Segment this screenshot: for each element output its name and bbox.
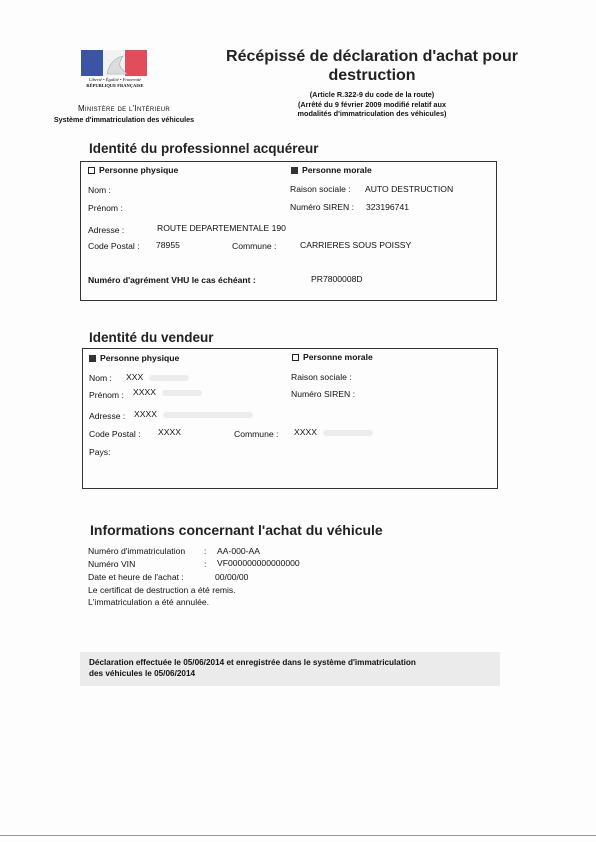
achat-certificat-line: Le certificat de destruction a été remis.	[88, 585, 236, 595]
vendeur-nom-value	[126, 372, 189, 382]
acquereur-agrement-label: Numéro d'agrément VHU le cas échéant :	[88, 275, 256, 285]
acquereur-physique	[88, 165, 178, 175]
vendeur-physique-label: Personne physique	[100, 353, 180, 363]
logo-republic: RÉPUBLIQUE FRANÇAISE	[86, 83, 144, 88]
vendeur-prenom-label: Prénom :	[89, 390, 124, 400]
vendeur-commune-label: Commune :	[234, 429, 279, 439]
subtitle-line-3: modalités d'immatriculation des véhicules)	[297, 109, 447, 118]
vendeur-nom-label: Nom :	[89, 373, 112, 383]
redaction-blur	[323, 430, 373, 436]
republic-logo-text	[74, 77, 156, 89]
title-line-1: Récépissé de déclaration d'achat pour	[226, 48, 518, 65]
achat-vin-label: Numéro VIN	[88, 559, 136, 569]
logo-motto: Liberté • Égalité • Fraternité	[88, 77, 142, 82]
declaration-line-2: des véhicules le 05/06/2014	[89, 669, 196, 678]
vendeur-adresse-label: Adresse :	[89, 411, 126, 421]
declaration-line-1: Déclaration effectuée le 05/06/2014 et enregistrée dans le système d'immatriculation	[89, 658, 416, 667]
title-line-2: destruction	[328, 67, 416, 84]
marianne-logo-icon	[81, 50, 147, 76]
checkbox-empty-icon	[292, 354, 299, 361]
achat-heading: Informations concernant l'achat du véhicule	[90, 522, 383, 538]
vendeur-pays-label: Pays:	[89, 447, 111, 457]
achat-vin-value: VF000000000000000	[217, 558, 300, 568]
vendeur-adresse-value	[134, 409, 253, 419]
acquereur-commune-label: Commune :	[232, 241, 277, 251]
achat-immat-line: L'immatriculation a été annulée.	[88, 597, 210, 607]
vendeur-morale-label: Personne morale	[303, 352, 373, 362]
declaration-banner	[80, 652, 500, 686]
vendeur-raison-label: Raison sociale :	[291, 372, 352, 382]
vendeur-prenom-value	[133, 387, 202, 397]
acquereur-cp-label: Code Postal :	[88, 241, 140, 251]
vendeur-cp-label: Code Postal :	[89, 429, 141, 439]
vendeur-cp-value: XXXX	[158, 427, 181, 437]
achat-date-label: Date et heure de l'achat :	[88, 572, 184, 582]
vendeur-commune-value	[294, 427, 373, 437]
vendeur-commune-text: XXXX	[294, 427, 317, 437]
achat-immat-value: AA-000-AA	[217, 546, 260, 556]
declaration-text	[89, 657, 489, 679]
acquereur-heading: Identité du professionnel acquéreur	[89, 141, 319, 156]
vendeur-physique	[89, 353, 179, 363]
document-title	[222, 47, 522, 85]
redaction-blur	[162, 390, 202, 396]
subtitle-line-2: (Arrêté du 9 février 2009 modifié relatif aux	[297, 99, 447, 109]
vendeur-siren-label: Numéro SIREN :	[291, 389, 355, 399]
acquereur-commune-value: CARRIERES SOUS POISSY	[300, 240, 412, 250]
checkbox-checked-icon	[291, 167, 298, 174]
acquereur-nom-label: Nom :	[88, 185, 111, 195]
achat-vin-sep: :	[204, 559, 207, 569]
acquereur-cp-value: 78955	[156, 240, 180, 250]
vendeur-heading: Identité du vendeur	[89, 330, 214, 345]
acquereur-prenom-label: Prénom :	[88, 203, 123, 213]
achat-immat-label: Numéro d'immatriculation	[88, 546, 186, 556]
vendeur-prenom-text: XXXX	[133, 387, 156, 397]
redaction-blur	[149, 375, 189, 381]
ministry-name: Ministère de l'Intérieur	[77, 104, 171, 113]
acquereur-adresse-label: Adresse :	[88, 225, 125, 235]
achat-immat-sep: :	[204, 546, 207, 556]
checkbox-empty-icon	[88, 167, 95, 174]
document-subtitle	[272, 90, 472, 119]
subtitle-line-1: (Article R.322-9 du code de la route)	[309, 90, 435, 99]
acquereur-agrement-value: PR7800008D	[311, 274, 363, 284]
vendeur-adresse-text: XXXX	[134, 409, 157, 419]
vendeur-morale	[292, 352, 373, 362]
vendeur-nom-text: XXX	[126, 372, 144, 382]
acquereur-siren-label: Numéro SIREN :	[290, 202, 354, 212]
ministry-system: Système d'immatriculation des véhicules	[53, 115, 195, 124]
acquereur-raison-value: AUTO DESTRUCTION	[365, 184, 454, 194]
scan-edge-divider	[0, 835, 596, 836]
acquereur-morale	[291, 165, 372, 175]
acquereur-morale-label: Personne morale	[302, 165, 372, 175]
acquereur-physique-label: Personne physique	[99, 165, 179, 175]
ministry-block	[34, 103, 214, 125]
acquereur-raison-label: Raison sociale :	[290, 184, 351, 194]
checkbox-checked-icon	[89, 355, 96, 362]
acquereur-siren-value: 323196741	[366, 202, 410, 212]
achat-date-value: 00/00/00	[215, 572, 249, 582]
acquereur-adresse-value: ROUTE DEPARTEMENTALE 190	[157, 223, 286, 233]
redaction-blur	[163, 412, 253, 418]
